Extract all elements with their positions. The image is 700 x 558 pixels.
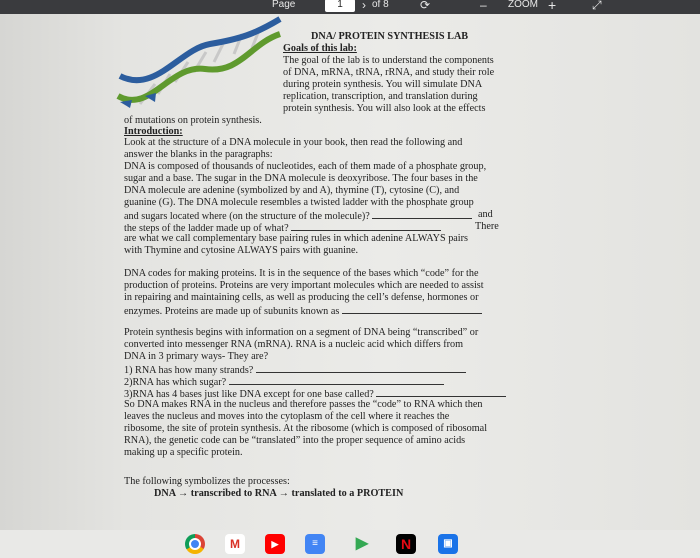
dna-helix-illustration [110, 14, 285, 129]
document-page [0, 14, 700, 530]
goals-line: protein synthesis. You will also look at the effects [283, 103, 486, 114]
ladder-question-1: and sugars located where (on the structure of the molecule)? [124, 209, 472, 223]
files-icon[interactable]: ▣ [438, 534, 458, 554]
zoom-label: ZOOM [508, 0, 538, 10]
netflix-icon[interactable]: N [396, 534, 416, 554]
rna-line: RNA), the genetic code can be “translated” into the proper sequence of amino acids [124, 435, 466, 446]
goals-line: of mutations on protein synthesis. [124, 115, 262, 126]
intro-line: answer the blanks in the paragraphs: [124, 149, 273, 160]
rna-line: making up a specific protein. [124, 447, 243, 458]
answer-blank[interactable] [372, 209, 472, 219]
goals-line: replication, transcription, and translation during [283, 91, 478, 102]
gmail-icon[interactable]: M [225, 534, 245, 554]
answer-blank[interactable] [256, 363, 466, 373]
zoom-in-icon[interactable]: + [548, 0, 557, 13]
codes-question: enzymes. Proteins are made up of subunits known as [124, 304, 482, 318]
intro-heading: Introduction: [124, 126, 183, 137]
chrome-icon[interactable] [185, 534, 205, 554]
codes-line: production of proteins. Proteins are very important molecules which are needed to assist [124, 280, 484, 291]
rna-line: leaves the nucleus and moves into the cytoplasm of the cell where it reaches the [124, 411, 450, 422]
answer-blank[interactable] [342, 304, 482, 314]
taskbar [0, 530, 700, 558]
intro-line: DNA is composed of thousands of nucleotides, each of them made of a phosphate group, [124, 161, 487, 172]
intro-line: Look at the structure of a DNA molecule in your book, then read the following and [124, 137, 463, 148]
rotate-icon[interactable]: ⟳ [420, 0, 431, 12]
page-number-input[interactable]: 1 [325, 0, 355, 12]
answer-blank[interactable] [291, 221, 441, 231]
codes-line: in repairing and maintaining cells, as well as producing the cell’s defense, hormones or [124, 292, 479, 303]
goals-line: during protein synthesis. You will simulate DNA [283, 79, 483, 90]
play-store-icon[interactable]: ▶ [355, 535, 369, 552]
pdf-toolbar [0, 0, 700, 14]
question-3: 3)RNA has 4 bases just like DNA except for one base called? [124, 387, 506, 401]
synthesis-line: DNA in 3 primary ways- They are? [124, 351, 269, 362]
docs-icon[interactable]: ≡ [305, 534, 325, 554]
intro-line: guanine (G). The DNA molecule resembles a twisted ladder with the phosphate group [124, 197, 474, 208]
pairing-line: are what we call complementary base pairing rules in which adenine ALWAYS pairs [124, 233, 468, 244]
rna-line: So DNA makes RNA in the nucleus and therefore passes the “code” to RNA which then [124, 399, 483, 410]
goals-line: The goal of the lab is to understand the components [283, 55, 494, 66]
page-count: of 8 [372, 0, 389, 10]
answer-blank[interactable] [376, 387, 506, 397]
rna-line: ribosome, the site of protein synthesis. At the ribosome (which is composed of ribosomal [124, 423, 488, 434]
ladder-line-end: and [478, 209, 493, 220]
synthesis-line: converted into messenger RNA (mRNA). RNA is a nucleic acid which differs from [124, 339, 464, 350]
intro-line: sugar and a base. The sugar in the DNA molecule is deoxyribose. The four bases in the [124, 173, 478, 184]
next-page-icon[interactable]: › [362, 0, 366, 12]
ladder-question-2: the steps of the ladder made up of what? [124, 221, 441, 235]
process-intro: The following symbolizes the processes: [124, 476, 290, 487]
codes-line: DNA codes for making proteins. It is in the sequence of the bases which “code” for the [124, 268, 479, 279]
intro-line: DNA molecule are adenine (symbolized by and A), thymine (T), cytosine (C), and [124, 185, 460, 196]
question-1: 1) RNA has how many strands? [124, 363, 466, 377]
pairing-line: with Thymine and cytosine ALWAYS pairs with guanine. [124, 245, 359, 256]
question-2: 2)RNA has which sugar? [124, 375, 444, 389]
synthesis-line: Protein synthesis begins with information on a segment of DNA being “transcribed” or [124, 327, 479, 338]
youtube-icon[interactable]: ▶ [265, 534, 285, 554]
goals-heading: Goals of this lab: [283, 43, 357, 54]
goals-line: of DNA, mRNA, tRNA, rRNA, and study their role [283, 67, 495, 78]
lab-title: DNA/ PROTEIN SYNTHESIS LAB [311, 31, 469, 42]
ladder-line-end: There [475, 221, 499, 232]
page-label: Page [272, 0, 296, 10]
fullscreen-icon[interactable]: ⤢ [592, 0, 602, 12]
process-line: DNA → transcribed to RNA → translated to a PROTEIN [154, 488, 404, 499]
answer-blank[interactable] [229, 375, 444, 385]
zoom-out-icon[interactable]: – [480, 0, 487, 12]
